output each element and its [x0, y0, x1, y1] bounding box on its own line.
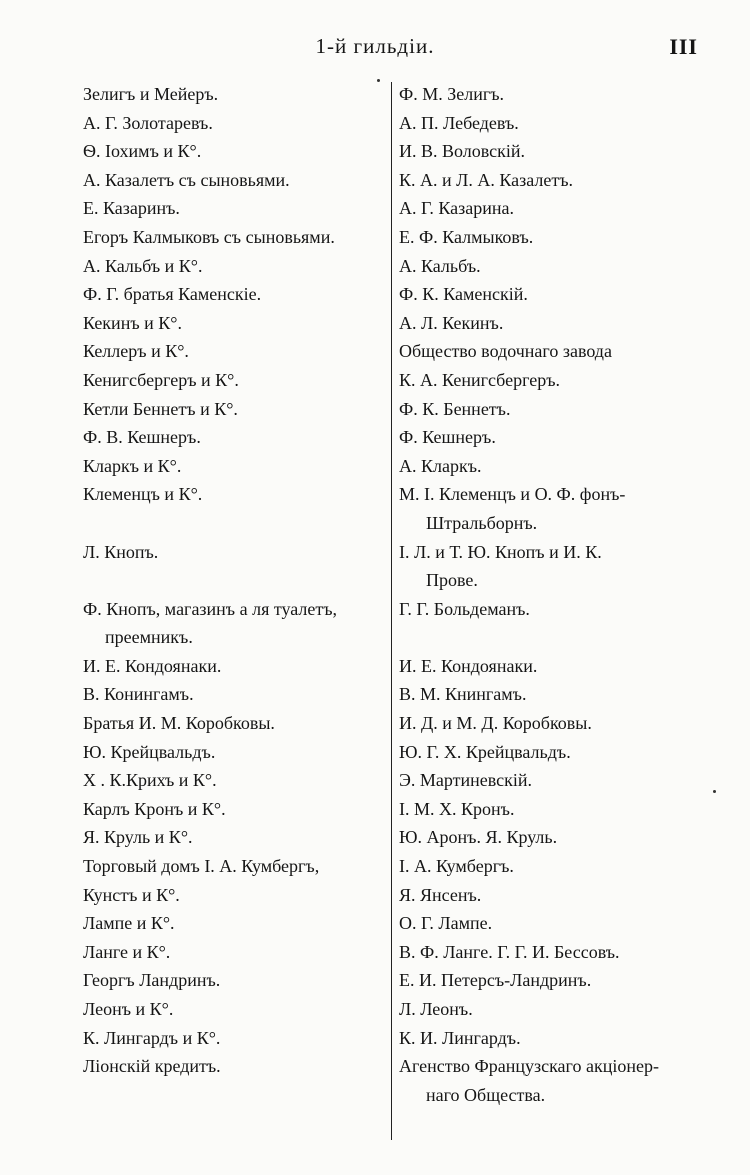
left-entry: Зелигъ и Мейеръ.: [83, 84, 219, 104]
blank-line: [399, 623, 709, 652]
left-entry: Ѳ. Іохимъ и К°.: [83, 141, 202, 162]
left-entry: Ліонскій кредитъ.: [83, 1056, 221, 1077]
right-entry-continuation: Прове.: [426, 570, 478, 591]
blank-line: [83, 566, 383, 595]
right-entry: Е. Ф. Калмыковъ.: [399, 226, 534, 247]
left-entry: Егоръ Калмыковъ съ сыновьями.: [83, 226, 335, 247]
left-entry: Георгъ Ландринъ.: [83, 970, 221, 991]
right-entry: Ф. К. Беннетъ.: [399, 398, 511, 419]
left-entry: Келлеръ и К°.: [83, 341, 189, 362]
blank-line: [83, 509, 383, 538]
right-entry: Э. Мартиневскій.: [399, 770, 533, 791]
right-entry: І. М. Х. Кронъ.: [399, 798, 515, 819]
left-entry: Х . К.Крихъ и К°.: [83, 770, 217, 791]
speck-mark: [713, 790, 716, 793]
left-entry: Кекинъ и К°.: [83, 312, 182, 333]
left-entry: Л. Кнопъ.: [83, 541, 159, 562]
right-entry: Я. Янсенъ.: [399, 884, 482, 905]
right-entry: Е. И. Петерсъ-Ландринъ.: [399, 970, 592, 991]
left-entry: Кенигсбергеръ и К°.: [83, 369, 239, 390]
left-entry: Ф. Кнопъ, магазинъ а ля туалетъ,: [83, 598, 338, 619]
right-entry: И. В. Воловскій.: [399, 141, 526, 162]
right-entry: А. Кальбъ.: [399, 255, 481, 276]
right-entry: І. Л. и Т. Ю. Кнопъ и И. К.: [399, 541, 602, 562]
left-entry: В. Конингамъ.: [83, 684, 194, 705]
right-entry: А. Г. Казарина.: [399, 198, 514, 219]
right-entry: Г. Г. Больдеманъ.: [399, 598, 530, 619]
left-entry-continuation: преемникъ.: [105, 627, 193, 648]
right-entry: Л. Леонъ.: [399, 999, 473, 1019]
left-entry: Ф. Г. братья Каменскіе.: [83, 284, 262, 305]
left-entry: Ланге и К°.: [83, 941, 171, 962]
right-entry: Ю. Г. Х. Крейцвальдъ.: [399, 741, 571, 762]
right-entry: Ф. М. Зелигъ.: [399, 84, 505, 104]
column-divider: [391, 82, 392, 1140]
right-entry: Ю. Аронъ. Я. Круль.: [399, 827, 558, 848]
right-entry: М. І. Клеменцъ и О. Ф. фонъ-: [399, 484, 626, 505]
right-entry: К. А. Кенигсбергеръ.: [399, 369, 561, 390]
left-entry: Ю. Крейцвальдъ.: [83, 741, 216, 762]
page-header-title: 1-й гильдіи.: [315, 34, 435, 58]
page-number: III: [669, 34, 698, 59]
left-entry: Карлъ Кронъ и К°.: [83, 798, 226, 819]
right-entry: Ф. К. Каменскій.: [399, 284, 528, 305]
left-entry: Кларкъ и К°.: [83, 455, 182, 476]
left-entry: К. Лингардъ и К°.: [83, 1027, 221, 1048]
left-entry: Клеменцъ и К°.: [83, 484, 203, 505]
right-entry: В. Ф. Ланге. Г. Г. И. Бессовъ.: [399, 941, 620, 962]
right-entry: І. А. Кумбергъ.: [399, 856, 514, 877]
right-entry: А. Л. Кекинъ.: [399, 312, 504, 333]
left-entry: Торговый домъ І. А. Кумбергъ,: [83, 856, 320, 877]
left-entry: А. Казалетъ съ сыновьями.: [83, 169, 290, 190]
right-entry-continuation: наго Общества.: [426, 1084, 546, 1105]
left-entry: А. Г. Золотаревъ.: [83, 112, 213, 133]
left-entry: А. Кальбъ и К°.: [83, 255, 203, 276]
left-column-firms: [83, 80, 383, 1081]
left-entry: Ф. В. Кешнеръ.: [83, 427, 201, 448]
right-entry: К. И. Лингардъ.: [399, 1027, 521, 1048]
right-entry: А. Кларкъ.: [399, 455, 482, 476]
left-entry: И. Е. Кондоянаки.: [83, 655, 222, 676]
left-entry: Леонъ и К°.: [83, 999, 174, 1019]
right-entry: В. М. Кнингамъ.: [399, 684, 527, 705]
right-column-owners: [399, 80, 709, 1109]
left-entry: Кетли Беннетъ и К°.: [83, 398, 238, 419]
left-entry: Я. Круль и К°.: [83, 827, 193, 848]
left-entry: Кунстъ и К°.: [83, 884, 180, 905]
right-entry: К. А. и Л. А. Казалетъ.: [399, 169, 574, 190]
right-entry: А. П. Лебедевъ.: [399, 112, 519, 133]
right-entry: Ф. Кешнеръ.: [399, 427, 496, 448]
left-entry: Е. Казаринъ.: [83, 198, 180, 219]
left-entry: Братья И. М. Коробковы.: [83, 713, 275, 734]
left-entry: Лампе и К°.: [83, 913, 175, 934]
right-entry: Агенство Французскаго акціонер-: [399, 1056, 659, 1077]
right-entry: И. Е. Кондоянаки.: [399, 655, 538, 676]
right-entry: И. Д. и М. Д. Коробковы.: [399, 713, 592, 734]
right-entry-continuation: Штральборнъ.: [426, 512, 538, 533]
right-entry: Общество водочнаго завода: [399, 341, 612, 362]
right-entry: О. Г. Лампе.: [399, 913, 493, 934]
